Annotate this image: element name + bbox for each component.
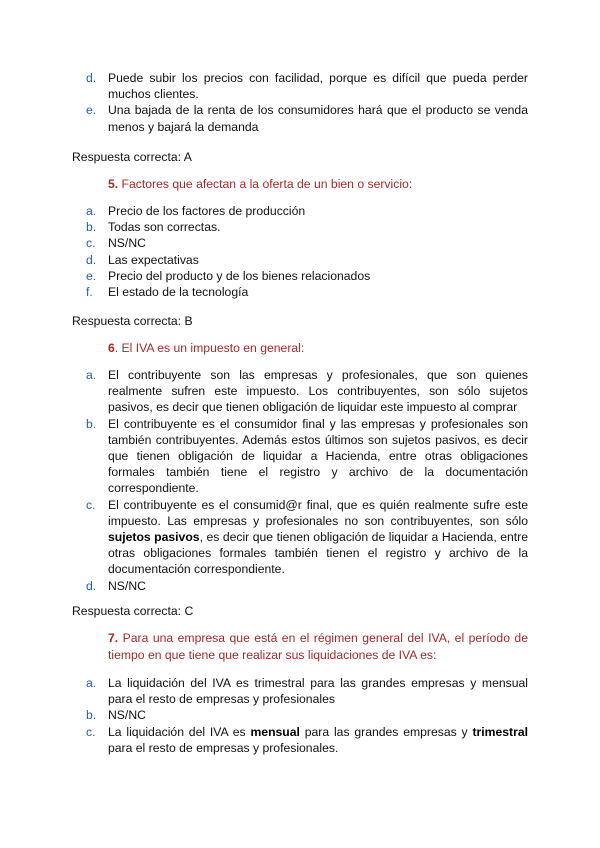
options-list-q4 <box>86 70 528 135</box>
option-text-bold: mensual <box>250 724 300 739</box>
list-marker: c. <box>86 236 96 251</box>
option-text-bold: trimestral <box>472 724 529 739</box>
correct-answer: Respuesta correcta: C <box>72 604 194 618</box>
option-text-bold: sujetos pasivos <box>108 530 200 545</box>
option-text: Todas son correctas. <box>108 220 221 235</box>
option-text-post: para el resto de empresas y profesionales. <box>108 740 339 755</box>
question-number: 7. <box>108 631 119 645</box>
list-item <box>86 70 528 102</box>
list-marker: e. <box>86 268 97 283</box>
option-text: La liquidación del IVA es trimestral para las grandes empresas y mensual para el resto de empresas y profesionales <box>108 676 528 707</box>
list-item <box>86 497 528 578</box>
option-text-post: , es decir que tienen obligación de liquidar a Hacienda, entre otras obligaciones formales también tienen el registro y archivo de la documentación correspondiente. <box>108 530 528 577</box>
option-text: Las expectativas <box>108 252 199 267</box>
list-item <box>86 235 528 251</box>
option-text-mid: para las grandes empresas y <box>299 724 473 739</box>
question-text: Para una empresa que está en el régimen general del IVA, el período de tiempo en que tiene que realizar sus liquidaciones de IVA es: <box>108 631 528 662</box>
list-marker: c. <box>86 497 96 512</box>
question-text: . El IVA es un impuesto en general: <box>114 341 305 355</box>
list-marker: f. <box>86 285 93 300</box>
option-text: NS/NC <box>108 578 146 593</box>
list-marker: b. <box>86 220 97 235</box>
list-marker: a. <box>86 676 97 690</box>
question-5 <box>108 176 528 193</box>
option-text: NS/NC <box>108 708 146 723</box>
option-text: El estado de la tecnología <box>108 285 249 300</box>
list-marker: e. <box>86 103 97 118</box>
option-text: Una bajada de la renta de los consumidores hará que el producto se venda menos y bajará la demanda <box>108 103 528 134</box>
list-item <box>86 252 528 268</box>
list-marker: d. <box>86 71 97 85</box>
options-list-q6 <box>86 367 528 594</box>
question-number: 6 <box>108 341 115 355</box>
list-item <box>86 707 528 723</box>
list-marker: c. <box>86 724 96 739</box>
list-item <box>86 724 528 756</box>
option-text-pre: El contribuyente es el consumid@r final, que es quién realmente sufre este impuesto. Las empresas y profesionales no son contribuyentes, son sólo <box>108 497 528 528</box>
option-text: NS/NC <box>108 236 146 251</box>
list-marker: b. <box>86 708 97 723</box>
list-item <box>86 102 528 134</box>
option-text-pre: La liquidación del IVA es <box>108 724 251 739</box>
list-item <box>86 284 528 300</box>
question-text: Factores que afectan a la oferta de un bien o servicio: <box>118 177 413 191</box>
options-list-q7 <box>86 675 528 756</box>
list-marker: d. <box>86 252 97 267</box>
options-list-q5 <box>86 203 528 300</box>
list-item <box>86 219 528 235</box>
option-text: Precio del producto y de los bienes relacionados <box>108 268 371 283</box>
list-item <box>86 675 528 707</box>
option-text: El contribuyente es el consumidor final y las empresas y profesionales son también contribuyentes. Además estos últimos son sujetos pasivos, es decir que tienen obligación de liquidar a Hacienda, entre otras obligaciones formales también tiene el registro y archivo de la documentación correspondiente. <box>108 416 528 496</box>
question-7 <box>108 630 528 664</box>
option-text: Precio de los factores de producción <box>108 204 306 218</box>
list-item <box>86 578 528 594</box>
list-marker: b. <box>86 416 97 431</box>
list-item <box>86 416 528 497</box>
correct-answer: Respuesta correcta: B <box>72 314 193 328</box>
question-number: 5. <box>108 177 119 191</box>
list-item <box>86 367 528 416</box>
option-text: El contribuyente son las empresas y profesionales, que son quienes realmente sufren este impuesto. Los contribuyentes, son sólo sujetos pasivos, es decir que tienen obligación de liquidar este impuesto al comprar <box>108 368 528 415</box>
list-marker: a. <box>86 368 97 382</box>
question-6 <box>108 340 528 357</box>
list-item <box>86 203 528 219</box>
option-text: Puede subir los precios con facilidad, porque es difícil que pueda perder muchos clientes. <box>108 71 528 102</box>
list-marker: a. <box>86 204 97 218</box>
list-marker: d. <box>86 578 97 593</box>
correct-answer: Respuesta correcta: A <box>72 150 192 164</box>
list-item <box>86 268 528 284</box>
